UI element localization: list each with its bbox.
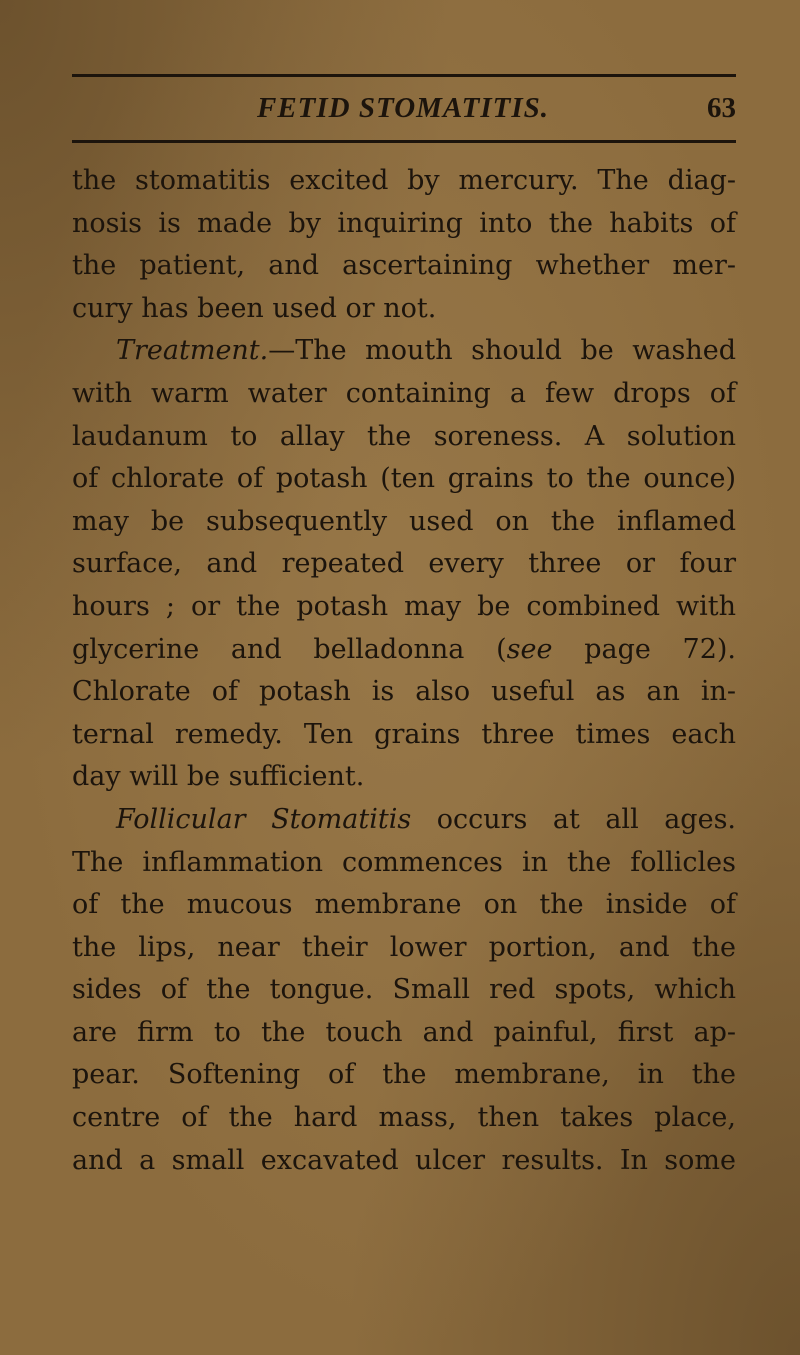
text-line: are firm to the touch and painful, first ap- — [72, 1016, 736, 1048]
text-line: may be subsequently used on the inflamed — [72, 505, 736, 537]
text-line: the lips, near their lower portion, and the — [72, 931, 736, 963]
page-header — [72, 88, 736, 128]
header-top-rule — [72, 74, 736, 77]
text-line: of chlorate of potash (ten grains to the ounce) — [72, 463, 736, 495]
text-line: with warm water containing a few drops of — [72, 377, 736, 409]
running-title: FETID STOMATITIS. — [257, 92, 550, 124]
follicular-heading: Follicular Stomatitis — [116, 803, 412, 835]
text-line: of the mucous membrane on the inside of — [72, 889, 736, 921]
text-line: Chlorate of potash is also useful as an in- — [72, 676, 736, 708]
text-line: hours ; or the potash may be combined with — [72, 590, 736, 622]
text-line: and a small excavated ulcer results. In some — [72, 1144, 736, 1176]
page-number: 63 — [707, 92, 736, 124]
text-line: Treatment.—The mouth should be washed — [116, 335, 736, 367]
text-line: pear. Softening of the membrane, in the — [72, 1059, 736, 1091]
text-line: laudanum to allay the soreness. A solution — [72, 420, 736, 452]
text-line: Follicular Stomatitis occurs at all ages. — [116, 803, 737, 835]
text-line: the patient, and ascertaining whether mer- — [72, 250, 736, 282]
treatment-heading: Treatment. — [116, 335, 269, 367]
text-line: surface, and repeated every three or four — [72, 548, 736, 580]
text-line: the stomatitis excited by mercury. The diag- — [72, 165, 736, 196]
text-line: day will be sufficient. — [72, 761, 365, 793]
text-line: The inflammation commences in the follicles — [72, 846, 736, 878]
header-bottom-rule — [72, 140, 736, 143]
text-line: sides of the tongue. Small red spots, which — [72, 974, 736, 1006]
text-line: centre of the hard mass, then takes place, — [72, 1102, 736, 1134]
text-line: ternal remedy. Ten grains three times each — [72, 718, 736, 750]
text-line: nosis is made by inquiring into the habits of — [72, 207, 736, 239]
body-text — [72, 160, 736, 1182]
text-line: glycerine and belladonna (see page 72). — [72, 633, 737, 665]
text-line: cury has been used or not. — [72, 292, 437, 324]
